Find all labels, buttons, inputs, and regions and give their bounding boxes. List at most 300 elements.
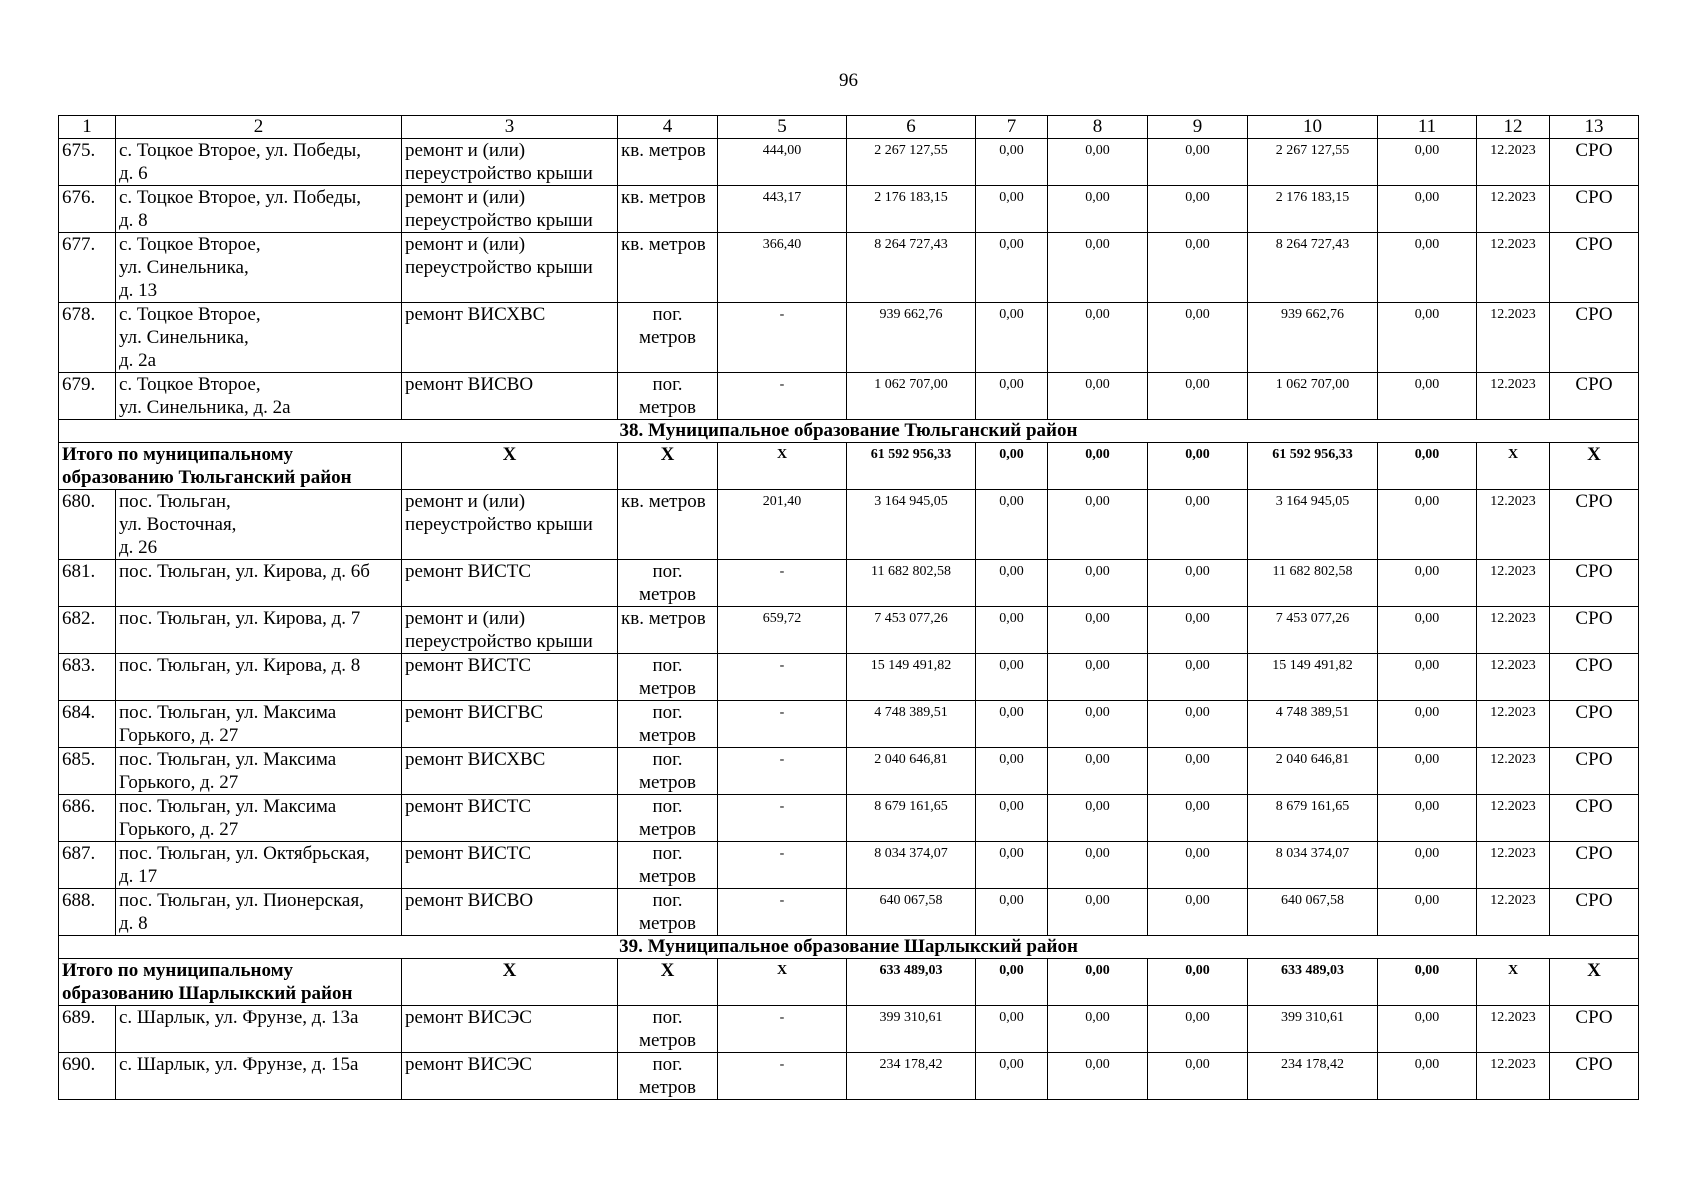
cell-c6: 399 310,61 (847, 1006, 976, 1053)
cell-line: ремонт ВИСХВС (405, 304, 546, 325)
address-cell (116, 701, 402, 748)
work-type-cell (402, 560, 618, 607)
cell-c9: 0,00 (1148, 303, 1248, 373)
table-body (59, 116, 1639, 1100)
cell-line: Итого по муниципальному (62, 444, 294, 465)
row-number: 675. (59, 139, 116, 186)
cell-c12: X (1477, 443, 1550, 490)
cell-c7: 0,00 (976, 1053, 1048, 1100)
cell-c8: 0,00 (1048, 186, 1148, 233)
cell-c9: 0,00 (1148, 560, 1248, 607)
column-header: 8 (1048, 116, 1148, 139)
cell-line: д. 2а (119, 350, 157, 371)
row-number: 680. (59, 490, 116, 560)
work-type-cell (402, 842, 618, 889)
row-number: 678. (59, 303, 116, 373)
column-header: 4 (618, 116, 718, 139)
executor-cell: СРО (1550, 186, 1639, 233)
cell-c8: 0,00 (1048, 795, 1148, 842)
cell-line: с. Тоцкое Второе, (119, 374, 261, 395)
cell-line: д. 8 (119, 210, 148, 231)
cell-c10: 3 164 945,05 (1248, 490, 1378, 560)
cell-c5: X (718, 959, 847, 1006)
work-type-cell (402, 889, 618, 936)
cell-c5: - (718, 701, 847, 748)
cell-c11: 0,00 (1378, 1006, 1477, 1053)
cell-c12: 12.2023 (1477, 701, 1550, 748)
cell-c9: 0,00 (1148, 1053, 1248, 1100)
cell-c9: 0,00 (1148, 795, 1248, 842)
cell-c7: 0,00 (976, 139, 1048, 186)
cell-c11: 0,00 (1378, 233, 1477, 303)
cell-c8: 0,00 (1048, 1053, 1148, 1100)
cell-c10: 939 662,76 (1248, 303, 1378, 373)
address-cell (116, 186, 402, 233)
cell-c10: 11 682 802,58 (1248, 560, 1378, 607)
cell-line: с. Шарлык, ул. Фрунзе, д. 13а (119, 1007, 359, 1028)
address-cell (116, 889, 402, 936)
cell-c9: 0,00 (1148, 654, 1248, 701)
work-type-cell (402, 139, 618, 186)
cell-c5: - (718, 654, 847, 701)
cell-line: пос. Тюльган, ул. Максима (119, 702, 337, 723)
cell-c12: 12.2023 (1477, 303, 1550, 373)
executor-cell: СРО (1550, 654, 1639, 701)
cell-c12: 12.2023 (1477, 607, 1550, 654)
column-header: 9 (1148, 116, 1248, 139)
cell-line: с. Тоцкое Второе, (119, 234, 261, 255)
table-row (59, 186, 1639, 233)
table-row (59, 701, 1639, 748)
row-number: 688. (59, 889, 116, 936)
address-cell (116, 607, 402, 654)
cell-line: ремонт и (или) (405, 608, 526, 629)
address-cell (116, 303, 402, 373)
unit-cell: пог. метров (618, 795, 718, 842)
cell-line: д. 26 (119, 537, 158, 558)
cell-c6: 234 178,42 (847, 1053, 976, 1100)
cell-line: ремонт ВИСХВС (405, 749, 546, 770)
cell-c6: 11 682 802,58 (847, 560, 976, 607)
section-title: 39. Муниципальное образование Шарлыкский район (59, 936, 1639, 959)
cell-c8: 0,00 (1048, 701, 1148, 748)
unit-cell: кв. метров (618, 186, 718, 233)
cell-c7: 0,00 (976, 443, 1048, 490)
cell-c12: 12.2023 (1477, 373, 1550, 420)
address-cell (116, 748, 402, 795)
subtotal-label (59, 443, 402, 490)
cell-c10: 234 178,42 (1248, 1053, 1378, 1100)
cell-c7: 0,00 (976, 186, 1048, 233)
table-row (59, 607, 1639, 654)
cell-line: Горького, д. 27 (119, 772, 239, 793)
work-type-cell (402, 748, 618, 795)
address-cell (116, 233, 402, 303)
row-number: 682. (59, 607, 116, 654)
executor-cell: СРО (1550, 560, 1639, 607)
unit-cell: кв. метров (618, 233, 718, 303)
cell-c11: 0,00 (1378, 748, 1477, 795)
subtotal-row (59, 443, 1639, 490)
cell-c8: 0,00 (1048, 842, 1148, 889)
cell-c9: 0,00 (1148, 842, 1248, 889)
executor-cell: СРО (1550, 842, 1639, 889)
cell-line: с. Тоцкое Второе, ул. Победы, (119, 187, 361, 208)
work-type-cell (402, 303, 618, 373)
table-row (59, 748, 1639, 795)
table-row (59, 1053, 1639, 1100)
cell-line: ремонт ВИСТС (405, 796, 532, 817)
cell-c9: 0,00 (1148, 959, 1248, 1006)
row-number: 687. (59, 842, 116, 889)
cell-c7: 0,00 (976, 303, 1048, 373)
address-cell (116, 842, 402, 889)
cell-line: пос. Тюльган, (119, 491, 231, 512)
table-row (59, 654, 1639, 701)
cell-c8: 0,00 (1048, 1006, 1148, 1053)
cell-c10: 2 176 183,15 (1248, 186, 1378, 233)
cell-line: переустройство крыши (405, 631, 593, 652)
cell-c8: 0,00 (1048, 748, 1148, 795)
cell-line: ремонт и (или) (405, 140, 526, 161)
cell-c8: 0,00 (1048, 654, 1148, 701)
executor-cell: СРО (1550, 233, 1639, 303)
column-number-row (59, 116, 1639, 139)
work-type-cell (402, 186, 618, 233)
row-number: 681. (59, 560, 116, 607)
address-cell (116, 373, 402, 420)
executor-cell: СРО (1550, 1006, 1639, 1053)
cell-c12: 12.2023 (1477, 654, 1550, 701)
unit-cell: кв. метров (618, 490, 718, 560)
cell-c6: 7 453 077,26 (847, 607, 976, 654)
cell-c12: 12.2023 (1477, 233, 1550, 303)
cell-c5: - (718, 842, 847, 889)
cell-c11: 0,00 (1378, 303, 1477, 373)
cell-c6: 4 748 389,51 (847, 701, 976, 748)
cell-c8: 0,00 (1048, 607, 1148, 654)
cell-line: Горького, д. 27 (119, 819, 239, 840)
cell-line: д. 17 (119, 866, 158, 887)
cell-line: Горького, д. 27 (119, 725, 239, 746)
cell-line: ремонт ВИСВО (405, 890, 534, 911)
cell-c10: 7 453 077,26 (1248, 607, 1378, 654)
cell-line: ремонт и (или) (405, 234, 526, 255)
cell-c7: 0,00 (976, 233, 1048, 303)
unit-cell: пог. метров (618, 373, 718, 420)
column-header: 7 (976, 116, 1048, 139)
cell-line: д. 8 (119, 913, 148, 934)
cell-c12: 12.2023 (1477, 139, 1550, 186)
cell-c12: 12.2023 (1477, 1053, 1550, 1100)
column-header: 12 (1477, 116, 1550, 139)
unit-cell: кв. метров (618, 607, 718, 654)
cell-c8: 0,00 (1048, 490, 1148, 560)
column-header: 10 (1248, 116, 1378, 139)
cell-c9: 0,00 (1148, 233, 1248, 303)
row-number: 689. (59, 1006, 116, 1053)
unit-cell: пог. метров (618, 748, 718, 795)
cell-c6: 2 176 183,15 (847, 186, 976, 233)
cell-line: переустройство крыши (405, 257, 593, 278)
cell-c5: - (718, 889, 847, 936)
cell-c12: 12.2023 (1477, 748, 1550, 795)
table-row (59, 233, 1639, 303)
executor-cell: СРО (1550, 373, 1639, 420)
executor-cell: СРО (1550, 795, 1639, 842)
cell-c7: 0,00 (976, 959, 1048, 1006)
cell-c11: 0,00 (1378, 1053, 1477, 1100)
cell-c11: 0,00 (1378, 373, 1477, 420)
cell-line: ремонт ВИСТС (405, 655, 532, 676)
cell-c10: 2 267 127,55 (1248, 139, 1378, 186)
cell-line: пос. Тюльган, ул. Октябрьская, (119, 843, 370, 864)
cell-line: ремонт ВИСТС (405, 843, 532, 864)
cell-c9: 0,00 (1148, 186, 1248, 233)
cell-c5: 659,72 (718, 607, 847, 654)
cell-c11: 0,00 (1378, 607, 1477, 654)
cell-c8: 0,00 (1048, 443, 1148, 490)
row-number: 685. (59, 748, 116, 795)
cell-c9: 0,00 (1148, 748, 1248, 795)
unit-cell: пог. метров (618, 701, 718, 748)
cell-line: ремонт ВИСТС (405, 561, 532, 582)
address-cell (116, 654, 402, 701)
cell-c11: 0,00 (1378, 889, 1477, 936)
work-type-cell (402, 1053, 618, 1100)
cell-c9: 0,00 (1148, 490, 1248, 560)
cell-c7: 0,00 (976, 1006, 1048, 1053)
cell-line: с. Тоцкое Второе, ул. Победы, (119, 140, 361, 161)
cell-c5: - (718, 748, 847, 795)
cell-c10: 8 034 374,07 (1248, 842, 1378, 889)
column-header: 6 (847, 116, 976, 139)
cell-c5: X (718, 443, 847, 490)
cell-line: ремонт и (или) (405, 491, 526, 512)
cell-line: ул. Синельника, (119, 327, 249, 348)
cell-c5: 444,00 (718, 139, 847, 186)
section-header-row (59, 936, 1639, 959)
cell-line: пос. Тюльган, ул. Кирова, д. 7 (119, 608, 361, 629)
column-header: 5 (718, 116, 847, 139)
table-row (59, 139, 1639, 186)
unit-cell: кв. метров (618, 139, 718, 186)
cell-c8: 0,00 (1048, 889, 1148, 936)
cell-c8: 0,00 (1048, 303, 1148, 373)
cell-c6: 8 264 727,43 (847, 233, 976, 303)
unit-cell: пог. метров (618, 842, 718, 889)
column-header: 11 (1378, 116, 1477, 139)
cell-c7: 0,00 (976, 607, 1048, 654)
row-number: 683. (59, 654, 116, 701)
cell-c7: 0,00 (976, 701, 1048, 748)
cell-c12: 12.2023 (1477, 842, 1550, 889)
cell-c11: 0,00 (1378, 701, 1477, 748)
cell-c6: 3 164 945,05 (847, 490, 976, 560)
table-row (59, 490, 1639, 560)
cell-c10: 8 264 727,43 (1248, 233, 1378, 303)
cell-line: ремонт ВИСВО (405, 374, 534, 395)
cell-line: ул. Синельника, (119, 257, 249, 278)
cell-line: переустройство крыши (405, 210, 593, 231)
cell-c12: 12.2023 (1477, 1006, 1550, 1053)
cell-c11: 0,00 (1378, 443, 1477, 490)
cell-line: с. Тоцкое Второе, (119, 304, 261, 325)
cell-c6: 15 149 491,82 (847, 654, 976, 701)
executor-cell: СРО (1550, 139, 1639, 186)
section-header-row (59, 420, 1639, 443)
cell-c12: X (1477, 959, 1550, 1006)
cell-col3: X (402, 959, 618, 1006)
work-type-cell (402, 795, 618, 842)
cell-c7: 0,00 (976, 795, 1048, 842)
cell-line: пос. Тюльган, ул. Кирова, д. 6б (119, 561, 370, 582)
cell-c5: 366,40 (718, 233, 847, 303)
cell-col3: X (402, 443, 618, 490)
cell-c12: 12.2023 (1477, 490, 1550, 560)
row-number: 679. (59, 373, 116, 420)
cell-c8: 0,00 (1048, 233, 1148, 303)
table-row (59, 842, 1639, 889)
work-type-cell (402, 490, 618, 560)
cell-c8: 0,00 (1048, 373, 1148, 420)
cell-c5: 443,17 (718, 186, 847, 233)
cell-c5: - (718, 1053, 847, 1100)
address-cell (116, 560, 402, 607)
row-number: 686. (59, 795, 116, 842)
cell-c10: 8 679 161,65 (1248, 795, 1378, 842)
cell-c7: 0,00 (976, 560, 1048, 607)
cell-line: ул. Синельника, д. 2а (119, 397, 291, 418)
subtotal-label (59, 959, 402, 1006)
cell-c9: 0,00 (1148, 139, 1248, 186)
cell-line: образованию Тюльганский район (62, 467, 352, 488)
executor-cell: СРО (1550, 490, 1639, 560)
cell-c10: 61 592 956,33 (1248, 443, 1378, 490)
column-header: 3 (402, 116, 618, 139)
cell-c7: 0,00 (976, 842, 1048, 889)
cell-c13: X (1550, 959, 1639, 1006)
cell-c5: - (718, 560, 847, 607)
cell-c12: 12.2023 (1477, 186, 1550, 233)
cell-c6: 8 679 161,65 (847, 795, 976, 842)
address-cell (116, 1053, 402, 1100)
cell-c11: 0,00 (1378, 842, 1477, 889)
executor-cell: СРО (1550, 607, 1639, 654)
cell-c9: 0,00 (1148, 443, 1248, 490)
cell-c5: - (718, 795, 847, 842)
address-cell (116, 490, 402, 560)
work-type-cell (402, 654, 618, 701)
cell-col4: X (618, 443, 718, 490)
cell-c13: X (1550, 443, 1639, 490)
column-header: 1 (59, 116, 116, 139)
table-row (59, 795, 1639, 842)
cell-c7: 0,00 (976, 889, 1048, 936)
cell-c12: 12.2023 (1477, 795, 1550, 842)
cell-c10: 2 040 646,81 (1248, 748, 1378, 795)
work-type-cell (402, 233, 618, 303)
work-type-cell (402, 373, 618, 420)
subtotal-row (59, 959, 1639, 1006)
cell-c6: 633 489,03 (847, 959, 976, 1006)
cell-line: с. Шарлык, ул. Фрунзе, д. 15а (119, 1054, 359, 1075)
cell-col4: X (618, 959, 718, 1006)
cell-c8: 0,00 (1048, 560, 1148, 607)
cell-line: ремонт ВИСЭС (405, 1007, 532, 1028)
table-row (59, 1006, 1639, 1053)
work-type-cell (402, 1006, 618, 1053)
cell-c10: 633 489,03 (1248, 959, 1378, 1006)
cell-c7: 0,00 (976, 654, 1048, 701)
unit-cell: пог. метров (618, 303, 718, 373)
cell-c12: 12.2023 (1477, 560, 1550, 607)
table-row (59, 560, 1639, 607)
cell-line: ремонт ВИСГВС (405, 702, 544, 723)
work-type-cell (402, 607, 618, 654)
cell-line: переустройство крыши (405, 514, 593, 535)
capital-repair-table (58, 115, 1639, 1100)
cell-c8: 0,00 (1048, 139, 1148, 186)
row-number: 676. (59, 186, 116, 233)
cell-c7: 0,00 (976, 490, 1048, 560)
address-cell (116, 139, 402, 186)
cell-c5: - (718, 373, 847, 420)
cell-c9: 0,00 (1148, 607, 1248, 654)
executor-cell: СРО (1550, 701, 1639, 748)
unit-cell: пог. метров (618, 889, 718, 936)
row-number: 677. (59, 233, 116, 303)
cell-c7: 0,00 (976, 748, 1048, 795)
unit-cell: пог. метров (618, 654, 718, 701)
cell-c5: - (718, 1006, 847, 1053)
cell-c10: 1 062 707,00 (1248, 373, 1378, 420)
row-number: 690. (59, 1053, 116, 1100)
cell-c9: 0,00 (1148, 373, 1248, 420)
cell-c9: 0,00 (1148, 889, 1248, 936)
table-row (59, 373, 1639, 420)
cell-c11: 0,00 (1378, 139, 1477, 186)
cell-c7: 0,00 (976, 373, 1048, 420)
cell-c11: 0,00 (1378, 490, 1477, 560)
unit-cell: пог. метров (618, 1006, 718, 1053)
cell-c6: 2 040 646,81 (847, 748, 976, 795)
cell-line: образованию Шарлыкский район (62, 983, 353, 1004)
cell-c5: 201,40 (718, 490, 847, 560)
table-row (59, 303, 1639, 373)
cell-line: пос. Тюльган, ул. Кирова, д. 8 (119, 655, 361, 676)
cell-line: ремонт и (или) (405, 187, 526, 208)
unit-cell: пог. метров (618, 1053, 718, 1100)
cell-line: пос. Тюльган, ул. Пионерская, (119, 890, 364, 911)
section-title: 38. Муниципальное образование Тюльганский район (59, 420, 1639, 443)
cell-c10: 399 310,61 (1248, 1006, 1378, 1053)
executor-cell: СРО (1550, 1053, 1639, 1100)
cell-c9: 0,00 (1148, 1006, 1248, 1053)
address-cell (116, 1006, 402, 1053)
column-header: 2 (116, 116, 402, 139)
cell-c11: 0,00 (1378, 654, 1477, 701)
cell-c6: 640 067,58 (847, 889, 976, 936)
executor-cell: СРО (1550, 889, 1639, 936)
cell-c12: 12.2023 (1477, 889, 1550, 936)
cell-line: д. 13 (119, 280, 158, 301)
executor-cell: СРО (1550, 303, 1639, 373)
cell-c6: 1 062 707,00 (847, 373, 976, 420)
work-type-cell (402, 701, 618, 748)
address-cell (116, 795, 402, 842)
cell-c5: - (718, 303, 847, 373)
